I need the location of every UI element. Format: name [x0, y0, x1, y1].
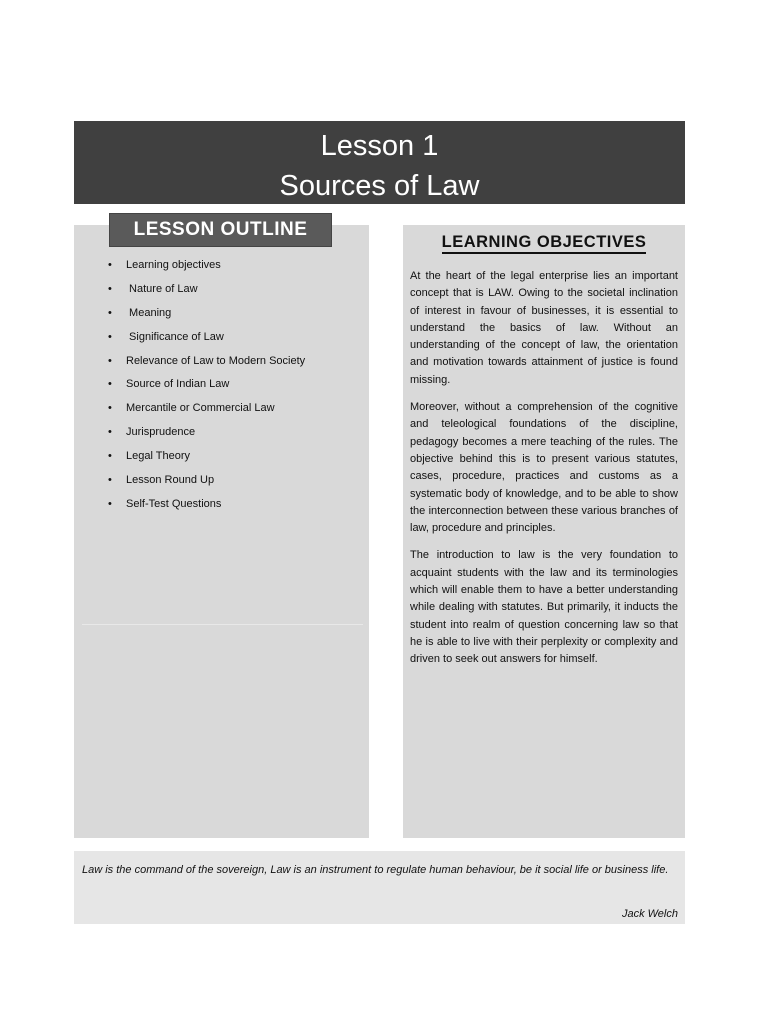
outline-item: • Legal Theory: [108, 450, 191, 463]
quote-text: Law is the command of the sovereign, Law is an instrument to regulate human behaviour, be it social life or business life.: [82, 864, 669, 876]
learning-objectives-body: [410, 268, 678, 679]
quote-author: Jack Welch: [621, 908, 678, 920]
lesson-title: Sources of Law: [279, 170, 480, 202]
bullet-icon: •: [108, 474, 112, 487]
bullet-icon: •: [108, 330, 112, 343]
outline-item: • Meaning: [108, 306, 172, 319]
bullet-icon: •: [108, 378, 112, 391]
bullet-icon: •: [108, 402, 112, 415]
outline-list: [108, 257, 305, 520]
bullet-icon: •: [108, 282, 112, 295]
bullet-icon: •: [108, 497, 112, 510]
bullet-icon: •: [108, 259, 112, 271]
learning-objectives-heading: LEARNING OBJECTIVES: [403, 233, 685, 252]
objectives-paragraph: The introduction to law is the very foundation to acquaint students with the law and its terminologies which will enable them to have a better understanding while dealing with statutes. But primarily, it inducts the student into realm of question concerning law so that he is able to live with their perplexity or complexity and driven to seek out answers for himself.: [410, 549, 678, 666]
outline-item: • Nature of Law: [108, 282, 198, 295]
outline-item: • Relevance of Law to Modern Society: [108, 354, 306, 367]
bullet-icon: •: [108, 306, 112, 319]
outline-divider: [82, 624, 363, 625]
outline-item: • Learning objectives: [108, 259, 221, 271]
outline-item: • Source of Indian Law: [108, 378, 230, 391]
outline-item: • Mercantile or Commercial Law: [108, 402, 275, 415]
bullet-icon: •: [108, 426, 112, 439]
outline-item: • Jurisprudence: [108, 426, 196, 439]
lesson-header: [74, 121, 685, 204]
outline-item: • Significance of Law: [108, 330, 224, 343]
bullet-icon: •: [108, 354, 112, 367]
outline-item: • Self-Test Questions: [108, 497, 222, 510]
outline-item: • Lesson Round Up: [108, 474, 215, 487]
objectives-paragraph: Moreover, without a comprehension of the cognitive and teleological foundations of the discipline, pedagogy becomes a mere teaching of the rules. The objective behind this is to present various statutes, cases, procedure, practices and customs as a systematic body of knowledge, and to be able to show the interconnection between these various branches of law, procedure and principles.: [410, 401, 678, 535]
lesson-outline-label: LESSON OUTLINE: [109, 213, 332, 247]
objectives-paragraph: At the heart of the legal enterprise lies an important concept that is LAW. Owing to the societal inclination of interest in favour of businesses, it is essential to understand the basics of law. Without an understanding of the concept of law, the orientation and motivation towards attainment of justice is found missing.: [410, 270, 678, 386]
quote-box: [74, 851, 685, 924]
bullet-icon: •: [108, 450, 112, 463]
lesson-number: Lesson 1: [320, 130, 439, 162]
